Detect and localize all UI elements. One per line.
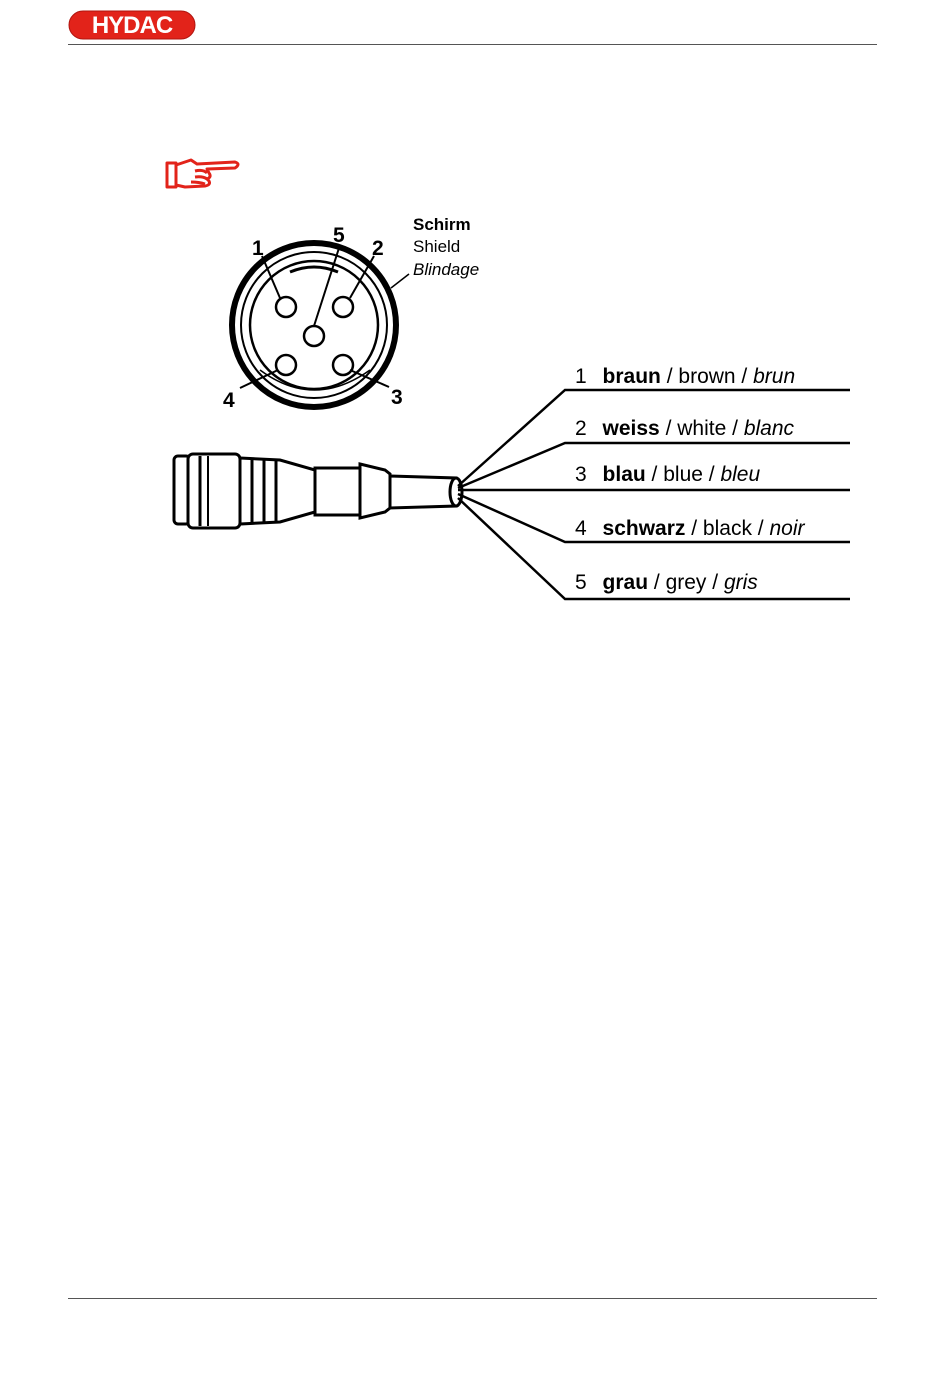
header-rule bbox=[68, 44, 877, 45]
wire-3-de: blau bbox=[602, 463, 646, 486]
shield-label-en: Shield bbox=[413, 237, 461, 256]
wire-3-number: 3 bbox=[575, 463, 587, 486]
pin-label-1: 1 bbox=[252, 237, 264, 260]
wire-4-de: schwarz bbox=[602, 517, 686, 540]
wire-label-2 bbox=[575, 417, 795, 440]
wire-5-fr: gris bbox=[723, 571, 758, 594]
wire-label-4 bbox=[575, 517, 805, 540]
wire-4-fr: noir bbox=[769, 517, 805, 540]
pin-label-3: 3 bbox=[391, 386, 403, 409]
wire-3-sep1: / bbox=[645, 463, 664, 486]
wire-3-fr: bleu bbox=[720, 463, 761, 486]
pin-1-contact bbox=[276, 297, 296, 317]
cable-connector bbox=[174, 454, 462, 528]
wire-1-de: braun bbox=[602, 365, 661, 388]
wire-label-5 bbox=[575, 571, 758, 594]
wire-5-sep2: / bbox=[706, 571, 724, 594]
connector-face bbox=[232, 243, 409, 407]
pin-5-contact bbox=[304, 326, 324, 346]
wire-1-number: 1 bbox=[575, 365, 587, 388]
pin-2-contact bbox=[333, 297, 353, 317]
wire-4-sep1: / bbox=[685, 517, 703, 540]
wire-2-number: 2 bbox=[575, 417, 587, 440]
wire-3-sep2: / bbox=[702, 463, 721, 486]
wire-4-number: 4 bbox=[575, 517, 587, 540]
wire-5-sep1: / bbox=[648, 571, 666, 594]
wire-2-sep1: / bbox=[659, 417, 678, 440]
wire-5-number: 5 bbox=[575, 571, 587, 594]
wire-2-fr: blanc bbox=[743, 417, 795, 440]
connector-wiring-diagram bbox=[160, 210, 860, 610]
pin-3-contact bbox=[333, 355, 353, 375]
wire-1-sep1: / bbox=[660, 365, 679, 388]
wire-1-en: brown bbox=[678, 365, 736, 388]
wire-1-fr: brun bbox=[753, 365, 796, 388]
wire-1-sep2: / bbox=[735, 365, 754, 388]
hydac-logo bbox=[68, 10, 196, 40]
wire-label-3 bbox=[575, 463, 760, 486]
wire-5-de: grau bbox=[602, 571, 649, 594]
wire-2-en: white bbox=[677, 417, 727, 440]
wire-label-1 bbox=[575, 365, 795, 388]
shield-label-de: Schirm bbox=[413, 215, 471, 234]
wire-2-sep2: / bbox=[726, 417, 744, 440]
wire-2-de: weiss bbox=[602, 417, 660, 440]
wire-5-en: grey bbox=[665, 571, 707, 594]
pin-label-4: 4 bbox=[223, 389, 235, 412]
pin-label-5: 5 bbox=[333, 224, 345, 247]
wire-3-en: blue bbox=[663, 463, 703, 486]
footer-rule bbox=[68, 1298, 877, 1299]
wire-4-en: black bbox=[702, 517, 752, 540]
pin-4-contact bbox=[276, 355, 296, 375]
shield-label-fr: Blindage bbox=[413, 260, 480, 279]
pointing-hand-icon bbox=[165, 155, 243, 191]
pin-label-2: 2 bbox=[372, 237, 384, 260]
hydac-logo-text: HYDAC bbox=[91, 12, 173, 39]
wire-4-sep2: / bbox=[751, 517, 770, 540]
